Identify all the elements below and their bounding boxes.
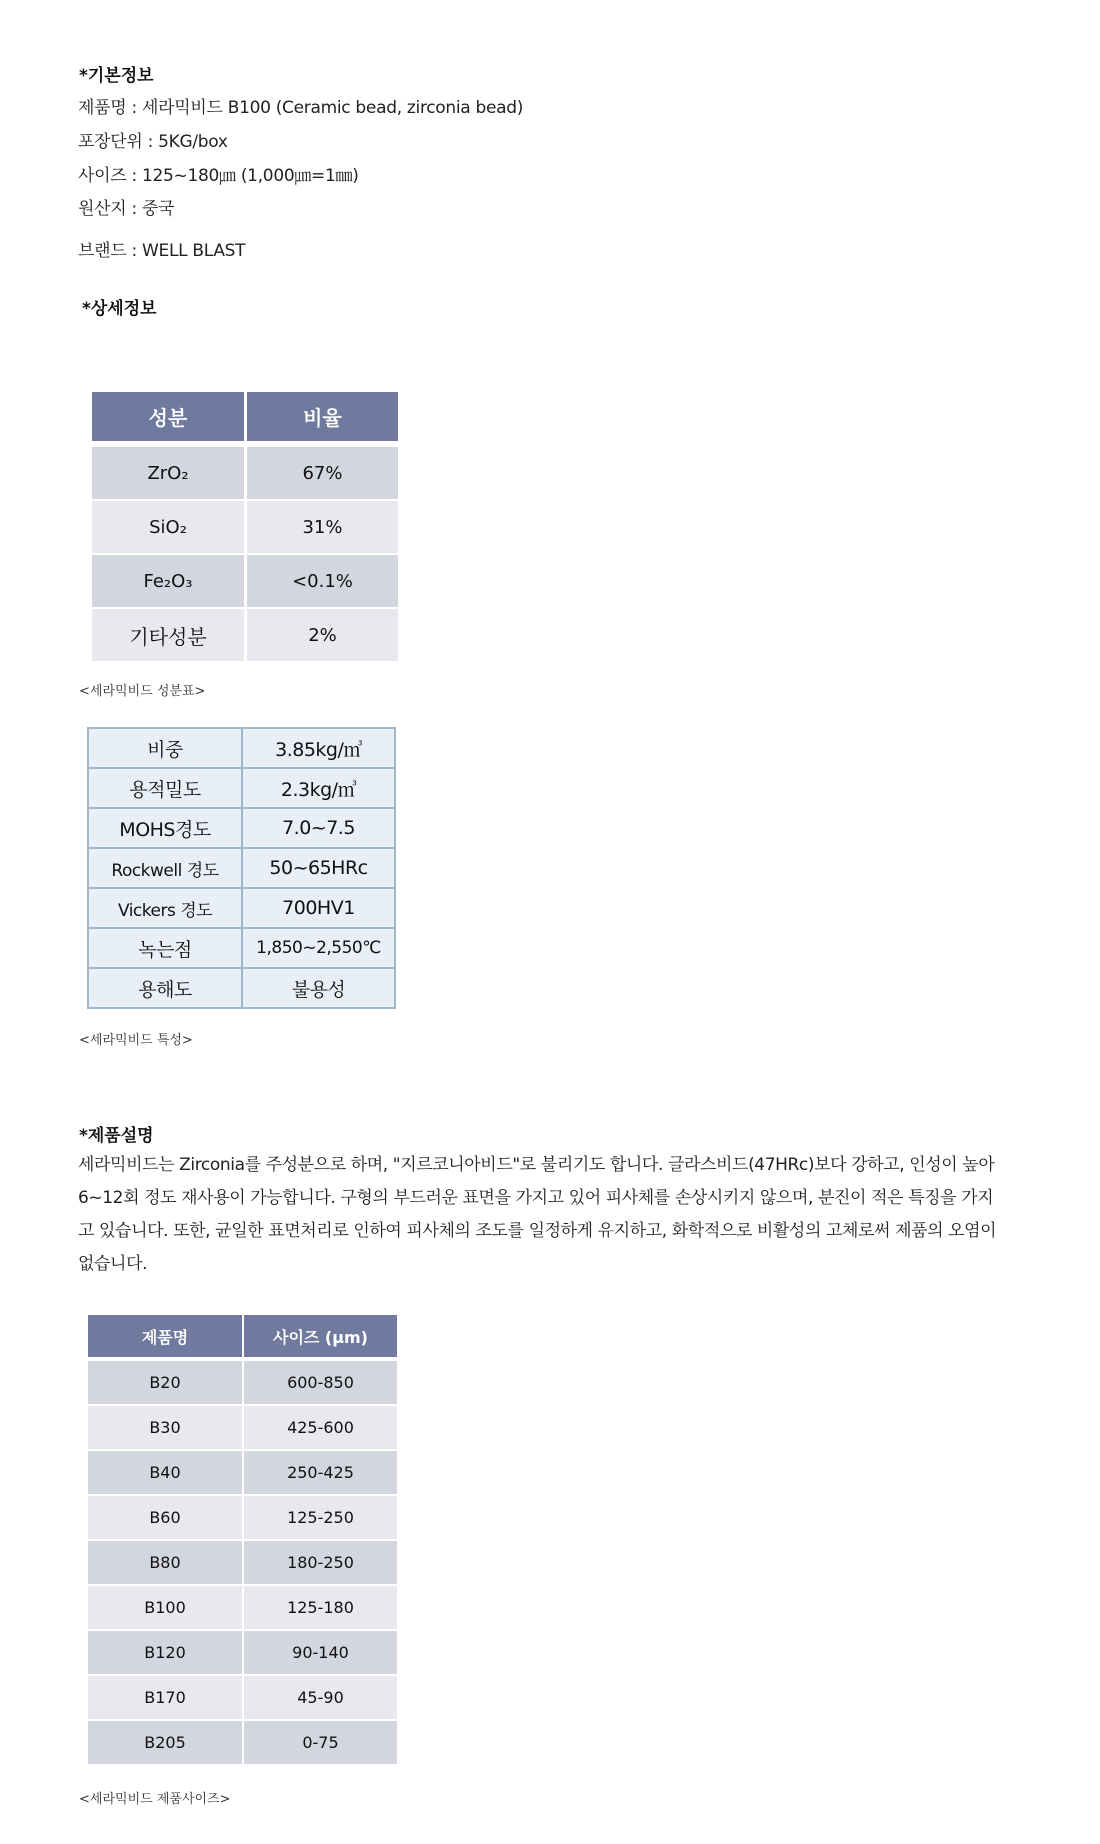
property-cell: MOHS경도 [89, 809, 243, 847]
brand-line: 브랜드 : WELL BLAST [78, 241, 246, 261]
size-cell: 125-250 [244, 1496, 397, 1539]
property-cell: 용적밀도 [89, 769, 243, 807]
component-cell: 기타성분 [92, 609, 244, 661]
property-cell: Vickers 경도 [89, 889, 243, 927]
table-row [89, 809, 394, 849]
packaging-unit-line: 포장단위 : 5KG/box [78, 132, 228, 152]
table-row [88, 1586, 397, 1629]
size-caption: <세라믹비드 제품사이즈> [79, 1792, 231, 1807]
product-cell: B170 [88, 1676, 242, 1719]
ratio-cell: 2% [247, 609, 398, 661]
value-cell: 7.0~7.5 [282, 817, 355, 839]
size-cell: 125-180 [244, 1586, 397, 1629]
size-cell: 45-90 [244, 1676, 397, 1719]
ratio-cell: <0.1% [247, 555, 398, 607]
size-cell: 250-425 [244, 1451, 397, 1494]
property-cell: Rockwell 경도 [89, 849, 243, 887]
basic-info-heading: *기본정보 [79, 66, 154, 86]
composition-table [92, 392, 398, 663]
header-cell: 성분 [92, 392, 244, 441]
ratio-cell: 67% [247, 447, 398, 499]
product-cell: B205 [88, 1721, 242, 1764]
table-row [92, 609, 398, 661]
product-cell: B20 [88, 1361, 242, 1404]
product-name-line: 제품명 : 세라믹비드 B100 (Ceramic bead, zirconia bead) [78, 98, 524, 118]
table-row [88, 1676, 397, 1719]
table-row [88, 1541, 397, 1584]
description-line: 없습니다. [78, 1254, 148, 1274]
table-row [92, 447, 398, 499]
table-row [89, 969, 394, 1007]
component-cell: Fe₂O₃ [92, 555, 244, 607]
component-cell: SiO₂ [92, 501, 244, 553]
composition-caption: <세라믹비드 성분표> [79, 684, 206, 699]
table-row [88, 1631, 397, 1674]
origin-line: 원산지 : 중국 [78, 199, 175, 219]
header-cell: 비율 [247, 392, 398, 441]
table-row [88, 1451, 397, 1494]
table-row [88, 1361, 397, 1404]
table-row [89, 729, 394, 769]
product-cell: B60 [88, 1496, 242, 1539]
property-cell: 녹는점 [89, 929, 243, 967]
product-cell: B100 [88, 1586, 242, 1629]
table-row [92, 555, 398, 607]
value-cell: 1,850~2,550℃ [256, 938, 381, 958]
size-cell: 425-600 [244, 1406, 397, 1449]
table-row [89, 769, 394, 809]
value-cell: 50~65HRc [269, 857, 368, 879]
table-row [89, 849, 394, 889]
ratio-cell: 31% [247, 501, 398, 553]
value-cell: 불용성 [291, 978, 346, 1001]
property-cell: 용해도 [89, 969, 243, 1007]
table-row [89, 929, 394, 969]
detail-info-heading: *상세정보 [82, 299, 157, 319]
size-cell: 600-850 [244, 1361, 397, 1404]
value-cell: 700HV1 [282, 897, 355, 919]
table-row [88, 1721, 397, 1764]
table-row [89, 889, 394, 929]
description-line: 6~12회 정도 재사용이 가능합니다. 구형의 부드러운 표면을 가지고 있어 피사체를 손상시키지 않으며, 분진이 적은 특징을 가지 [78, 1188, 994, 1208]
table-header-row [92, 392, 398, 441]
table-row [92, 501, 398, 553]
value-cell: 2.3kg/㎥ [280, 778, 357, 801]
value-cell: 3.85kg/㎥ [275, 738, 362, 761]
table-row [88, 1496, 397, 1539]
size-line: 사이즈 : 125~180㎛ (1,000㎛=1㎜) [78, 166, 359, 186]
header-cell: 사이즈 (μm) [244, 1315, 397, 1357]
size-table [88, 1315, 397, 1766]
table-header-row [88, 1315, 397, 1357]
product-cell: B120 [88, 1631, 242, 1674]
header-cell: 제품명 [88, 1315, 242, 1357]
table-row [88, 1406, 397, 1449]
properties-table [87, 727, 396, 1009]
product-cell: B80 [88, 1541, 242, 1584]
product-cell: B40 [88, 1451, 242, 1494]
property-cell: 비중 [89, 729, 243, 767]
component-cell: ZrO₂ [92, 447, 244, 499]
product-cell: B30 [88, 1406, 242, 1449]
size-cell: 0-75 [244, 1721, 397, 1764]
description-paragraph [78, 1149, 1038, 1281]
description-heading: *제품설명 [79, 1126, 154, 1146]
properties-caption: <세라믹비드 특성> [79, 1033, 193, 1048]
size-cell: 180-250 [244, 1541, 397, 1584]
description-line: 고 있습니다. 또한, 균일한 표면처리로 인하여 피사체의 조도를 일정하게 유지하고, 화학적으로 비활성의 고체로써 제품의 오염이 [78, 1221, 997, 1241]
size-cell: 90-140 [244, 1631, 397, 1674]
description-line: 세라믹비드는 Zirconia를 주성분으로 하며, "지르코니아비드"로 불리기도 합니다. 글라스비드(47HRc)보다 강하고, 인성이 높아 [78, 1155, 995, 1175]
